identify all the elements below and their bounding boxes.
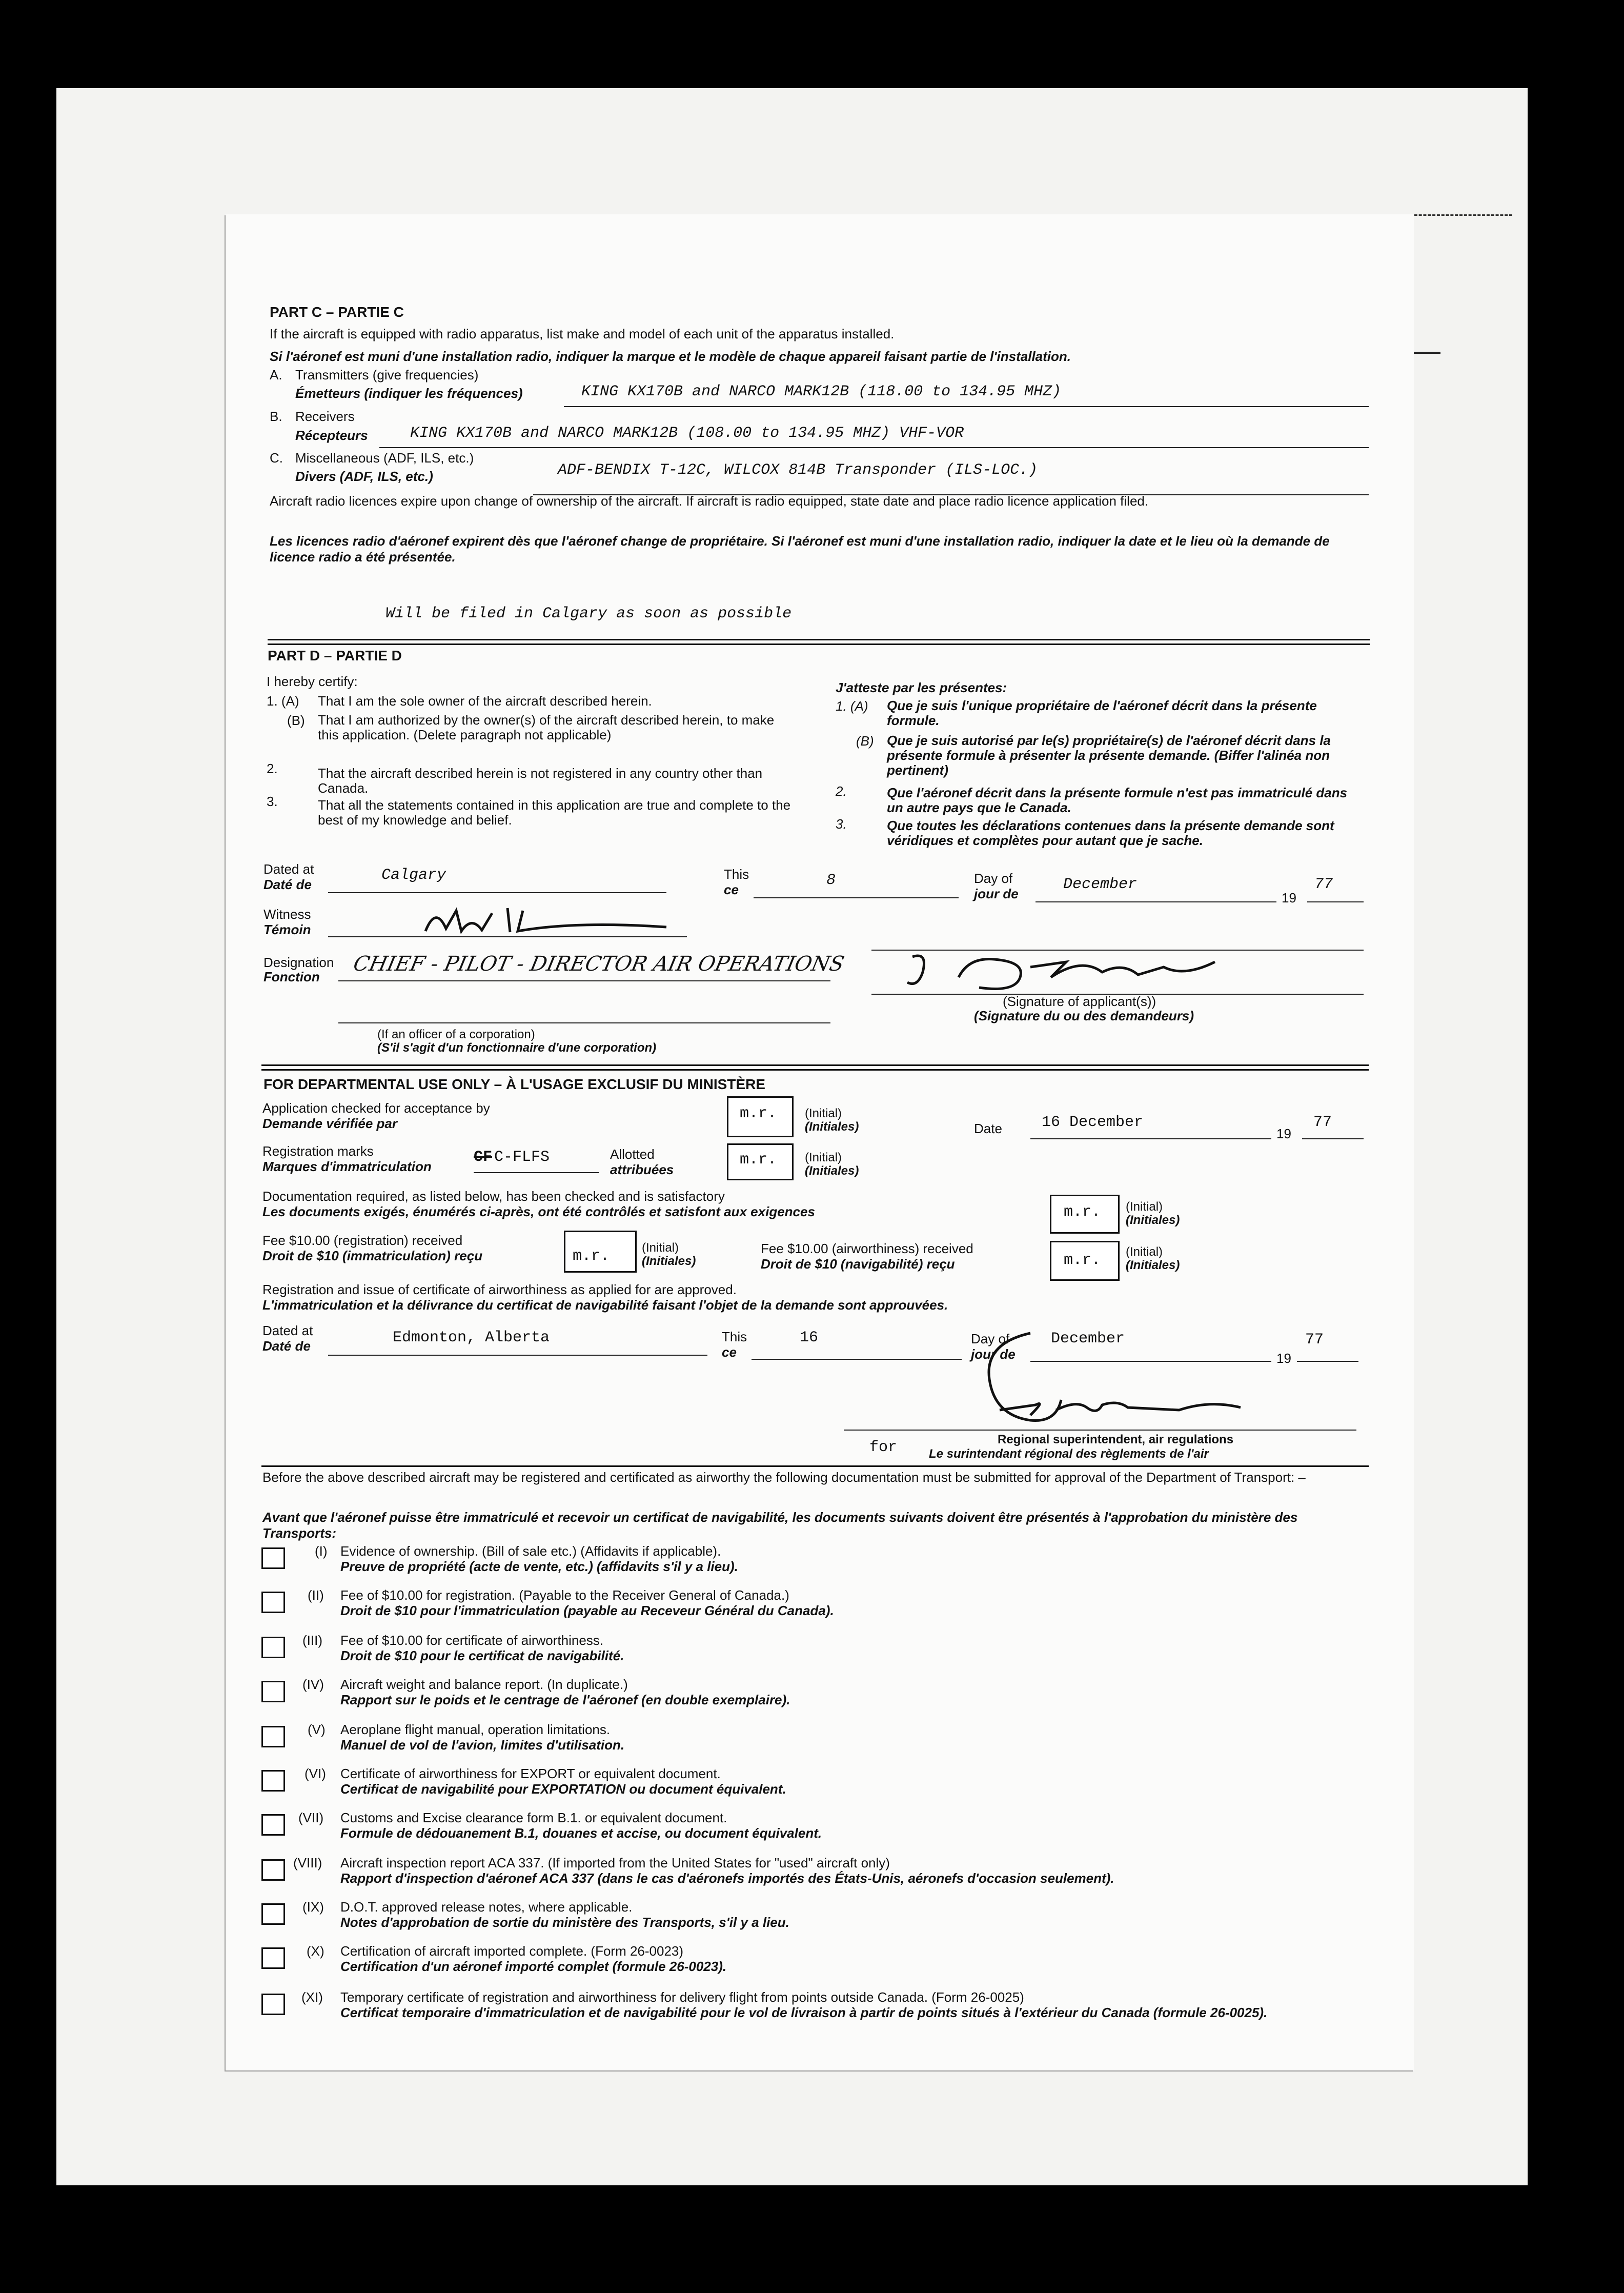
designation-label: Designation [263, 955, 334, 970]
officer-note: (If an officer of a corporation) [377, 1028, 535, 1041]
scan-dash-mark [1410, 214, 1512, 216]
dept-date-underline [1030, 1138, 1271, 1139]
marks-struck: CF [474, 1149, 493, 1166]
doc-checkbox[interactable] [261, 1726, 285, 1747]
doc-item-text: Fee of $10.00 for certificate of airworthiness. [340, 1633, 604, 1648]
dept-day-of-label: Day of [971, 1331, 1010, 1346]
marks-value: C-FLFS [494, 1149, 550, 1166]
docs-intro-fr: Avant que l'aéronef puisse être immatriculé et recevoir un certificat de navigabilité, les documents suivants doivent être présentés à l'approbation du ministère des Transports: [262, 1510, 1298, 1541]
cert-fr-num-2: 2. [836, 783, 847, 799]
part-c-divider [268, 639, 1370, 645]
dept-place-value: Edmonton, Alberta [393, 1329, 550, 1346]
doc-item-text: D.O.T. approved release notes, where applicable. [340, 1899, 633, 1915]
doc-checkbox[interactable] [261, 1994, 285, 2015]
dept-dated-at-label-fr: Daté de [262, 1338, 311, 1354]
receivers-value: KING KX170B and NARCO MARK12B (108.00 to 134.95 MHZ) VHF-VOR [410, 425, 964, 442]
dated-at-label-fr: Daté de [263, 877, 312, 892]
part-c-c-letter: C. [270, 450, 283, 466]
doc-item-number: (III) [302, 1633, 322, 1648]
dept-year2-prefix: 19 [1276, 1351, 1291, 1366]
signature-caption-fr: (Signature du ou des demandeurs) [974, 1008, 1194, 1023]
cert-en-text-1b: That I am authorized by the owner(s) of the aircraft described herein, to make this application. (Delete paragraph not applicable) [318, 712, 775, 742]
docs-checked-label: Documentation required, as listed below, has been checked and is satisfactory [262, 1189, 725, 1204]
transmitters-label-fr: Émetteurs (indiquer les fréquences) [295, 386, 523, 401]
this-label: This [724, 867, 749, 882]
doc-item-number: (II) [308, 1587, 324, 1603]
doc-item-text-fr: Formule de dédouanement B.1, douanes et accise, ou document équivalent. [340, 1825, 822, 1841]
officer-underline [338, 1022, 830, 1023]
cert-fr-text-2: Que l'aéronef décrit dans la présente formule n'est pas immatriculé dans un autre pays que le Canada. [887, 785, 1348, 815]
dept-month-value: December [1051, 1330, 1125, 1347]
allotted-initials: m.r. [740, 1151, 777, 1169]
cert-en-text-2: That the aircraft described herein is not registered in any country other than Canada. [318, 766, 763, 796]
doc-item-number: (I) [315, 1543, 328, 1559]
doc-checkbox[interactable] [261, 1547, 285, 1569]
for-label: for [869, 1439, 898, 1456]
cert-en-num-1b: (B) [287, 713, 305, 728]
doc-item-text: Aircraft weight and balance report. (In duplicate.) [340, 1677, 628, 1692]
doc-item-text-fr: Notes d'approbation de sortie du ministère des Transports, s'il y a lieu. [340, 1915, 789, 1930]
cert-en-text-1a: That I am the sole owner of the aircraft described herein. [318, 693, 652, 709]
transmitters-underline [564, 406, 1369, 407]
doc-item-text-fr: Manuel de vol de l'avion, limites d'utilisation. [340, 1737, 625, 1753]
doc-item-number: (IX) [302, 1899, 324, 1915]
superintendent-underline [844, 1430, 1356, 1431]
doc-item-text: Aeroplane flight manual, operation limitations. [340, 1722, 611, 1737]
witness-signature [420, 900, 687, 941]
dept-dated-at-label: Dated at [262, 1323, 313, 1338]
dept-day-value: 16 [800, 1329, 819, 1346]
fee-air-initial-label: (Initial) [1126, 1245, 1163, 1259]
dept-day-of-label-fr: jour de [971, 1346, 1016, 1362]
doc-item-text-fr: Certificat de navigabilité pour EXPORTATION ou document équivalent. [340, 1781, 786, 1797]
witness-label: Witness [263, 907, 311, 922]
fee-air-initial-label-fr: (Initiales) [1126, 1258, 1180, 1272]
doc-item-text-fr: Rapport sur le poids et le centrage de l'aéronef (en double exemplaire). [340, 1692, 790, 1707]
dated-place-underline [328, 892, 666, 893]
fee-air-initials: m.r. [1064, 1252, 1101, 1269]
allotted-initial-label: (Initial) [805, 1151, 842, 1164]
dept-this-label: This [722, 1329, 747, 1344]
part-c-intro-en: If the aircraft is equipped with radio apparatus, list make and model of each unit of the apparatus installed. [270, 326, 895, 341]
dept-date-label: Date [974, 1121, 1002, 1136]
cert-fr-text-1a: Que je suis l'unique propriétaire de l'aéronef décrit dans la présente formule. [887, 698, 1317, 728]
dept-date-value: 16 December [1042, 1114, 1144, 1131]
doc-item-text-fr: Droit de $10 pour l'immatriculation (payable au Receveur Général du Canada). [340, 1603, 834, 1618]
dept-year2-underline [1297, 1361, 1358, 1362]
cert-fr-num-3: 3. [836, 816, 847, 832]
year-value: 77 [1314, 876, 1333, 893]
superintendent-title: Regional superintendent, air regulations [998, 1433, 1234, 1446]
fee-reg-label-fr: Droit de $10 (immatriculation) reçu [262, 1248, 483, 1263]
dated-place-value: Calgary [381, 867, 446, 884]
receivers-label: Receivers [295, 409, 355, 424]
approval-text-fr: L'immatriculation et la délivrance du certificat de navigabilité faisant l'objet de la demande sont approuvées. [262, 1297, 948, 1313]
dept-year-prefix: 19 [1276, 1126, 1291, 1141]
day-underline [754, 897, 959, 898]
doc-item-text-fr: Certification d'un aéronef importé complet (formule 26-0023). [340, 1959, 727, 1974]
docs-initial-label: (Initial) [1126, 1200, 1163, 1214]
doc-item-text: Evidence of ownership. (Bill of sale etc.) (Affidavits if applicable). [340, 1543, 721, 1559]
cert-en-text-3: That all the statements contained in this application are true and complete to the best of my knowledge and belief. [318, 797, 791, 828]
docs-initials: m.r. [1064, 1203, 1101, 1221]
misc-label-fr: Divers (ADF, ILS, etc.) [295, 469, 433, 484]
doc-item-text-fr: Certificat temporaire d'immatriculation et de navigabilité pour le vol de livraison à partir de points situés à l'extérieur du Canada (formule 26-0025). [340, 2005, 1268, 2020]
fee-reg-initials-box [564, 1231, 637, 1273]
cert-fr-num-1a: 1. (A) [836, 698, 868, 714]
transmitters-value: KING KX170B and NARCO MARK12B (118.00 to 134.95 MHZ) [581, 383, 1062, 400]
month-value: December [1063, 876, 1138, 893]
doc-item-text: Aircraft inspection report ACA 337. (If imported from the United States for "used" aircraft only) [340, 1855, 890, 1870]
doc-item-text: Temporary certificate of registration and airworthiness for delivery flight from points outside Canada. (Form 26-0025) [340, 1989, 1024, 2005]
doc-checkbox[interactable] [261, 1592, 285, 1613]
doc-item-text: Certificate of airworthiness for EXPORT or equivalent document. [340, 1766, 721, 1781]
doc-checkbox[interactable] [261, 1903, 285, 1925]
month-underline [1036, 901, 1276, 902]
allotted-label-fr: attribuées [610, 1162, 674, 1177]
checked-initials-box [727, 1096, 794, 1137]
witness-underline [328, 936, 687, 937]
dept-year-value: 77 [1313, 1114, 1332, 1131]
part-c-heading: PART C – PARTIE C [270, 304, 404, 320]
superintendent-signature [974, 1323, 1261, 1436]
dept-day-underline [752, 1359, 962, 1360]
checked-initial-label: (Initial) [805, 1107, 842, 1120]
licence-note-fr: Les licences radio d'aéronef expirent dès que l'aéronef change de propriétaire. Si l'aéronef est muni d'une installation radio, indiquer la date et le lieu où la demande de licence radio a été présentée. [270, 533, 1330, 565]
docs-checked-label-fr: Les documents exigés, énumérés ci-après, ont été contrôlés et satisfont aux exigences [262, 1204, 815, 1219]
docs-initials-box [1050, 1195, 1120, 1234]
doc-checkbox[interactable] [261, 1681, 285, 1702]
doc-item-text-fr: Droit de $10 pour le certificat de navigabilité. [340, 1648, 624, 1663]
doc-checkbox[interactable] [261, 1859, 285, 1881]
year-prefix: 19 [1282, 890, 1296, 906]
designation-label-fr: Fonction [263, 969, 320, 984]
checked-initials: m.r. [740, 1105, 777, 1122]
allotted-initials-box [727, 1143, 794, 1180]
day-value: 8 [826, 872, 836, 889]
cert-en-num-2: 2. [267, 761, 278, 776]
fee-air-label-fr: Droit de $10 (navigabilité) reçu [761, 1256, 955, 1272]
doc-checkbox[interactable] [261, 1947, 285, 1969]
dept-place-underline [328, 1355, 707, 1356]
part-c-intro-fr: Si l'aéronef est muni d'une installation radio, indiquer la marque et le modèle de chaque appareil faisant partie de l'installation. [270, 349, 1071, 364]
designation-value: CHIEF - PILOT - DIRECTOR AIR OPERATIONS [351, 952, 846, 976]
fee-air-initials-box [1050, 1241, 1120, 1281]
dept-divider [261, 1465, 1369, 1467]
fee-reg-initials: m.r. [573, 1248, 610, 1265]
receivers-underline [379, 447, 1369, 448]
allotted-initial-label-fr: (Initiales) [805, 1164, 859, 1178]
doc-item-number: (XI) [301, 1989, 323, 2005]
approval-text: Registration and issue of certificate of airworthiness as applied for are approved. [262, 1282, 737, 1297]
dept-heading: FOR DEPARTMENTAL USE ONLY – À L'USAGE EXCLUSIF DU MINISTÈRE [263, 1076, 765, 1092]
receivers-label-fr: Récepteurs [295, 428, 368, 443]
doc-item-number: (X) [307, 1943, 324, 1959]
dept-year2-value: 77 [1305, 1331, 1324, 1349]
certify-fr: J'atteste par les présentes: [836, 680, 1007, 695]
cert-en-num-3: 3. [267, 794, 278, 809]
doc-checkbox[interactable] [261, 1814, 285, 1836]
doc-item-text-fr: Rapport d'inspection d'aéronef ACA 337 (dans le cas d'aéronefs importés des États-Unis, aéronefs d'occasion seulement). [340, 1870, 1114, 1886]
doc-item-number: (V) [308, 1722, 326, 1737]
allotted-label: Allotted [610, 1146, 655, 1162]
day-of-label-fr: jour de [974, 886, 1019, 901]
cert-fr-text-3: Que toutes les déclarations contenues dans la présente demande sont véridiques et complètes pour autant que je sache. [887, 818, 1334, 848]
doc-item-text-fr: Preuve de propriété (acte de vente, etc.) (affidavits s'il y a lieu). [340, 1559, 738, 1574]
doc-checkbox[interactable] [261, 1770, 285, 1792]
part-c-b-letter: B. [270, 409, 282, 424]
cert-fr-text-1b: Que je suis autorisé par le(s) propriétaire(s) de l'aéronef décrit dans la présente formule à présenter la présente demande. (Biffer l'alinéa non pertinent) [887, 733, 1331, 778]
licence-value: Will be filed in Calgary as soon as possible [385, 605, 792, 622]
this-label-fr: ce [724, 882, 739, 897]
transmitters-label: Transmitters (give frequencies) [295, 367, 479, 383]
dated-at-label: Dated at [263, 861, 314, 877]
officer-note-fr: (S'il s'agit d'un fonctionnaire d'une corporation) [377, 1041, 657, 1055]
marks-label: Registration marks [262, 1143, 374, 1159]
day-of-label: Day of [974, 871, 1013, 886]
fee-reg-label: Fee $10.00 (registration) received [262, 1233, 463, 1248]
doc-item-number: (VI) [304, 1766, 326, 1781]
fee-air-label: Fee $10.00 (airworthiness) received [761, 1241, 973, 1256]
misc-label: Miscellaneous (ADF, ILS, etc.) [295, 450, 474, 466]
part-d-divider [261, 1064, 1369, 1071]
superintendent-title-fr: Le surintendant régional des règlements de l'air [929, 1447, 1209, 1461]
part-c-a-letter: A. [270, 367, 282, 383]
misc-value: ADF-BENDIX T-12C, WILCOX 814B Transponder (ILS-LOC.) [558, 461, 1038, 479]
marks-label-fr: Marques d'immatriculation [262, 1159, 432, 1174]
dept-this-label-fr: ce [722, 1344, 737, 1360]
cert-en-num-1a: 1. (A) [267, 693, 299, 709]
year-underline [1307, 901, 1364, 902]
certify-en: I hereby certify: [267, 674, 358, 689]
doc-item-text: Certification of aircraft imported complete. (Form 26-0023) [340, 1943, 684, 1959]
designation-underline [338, 980, 830, 981]
cert-fr-num-1b: (B) [856, 733, 874, 749]
doc-item-number: (IV) [302, 1677, 324, 1692]
doc-item-text: Fee of $10.00 for registration. (Payable to the Receiver General of Canada.) [340, 1587, 789, 1603]
dept-year-underline [1302, 1138, 1364, 1139]
checked-label: Application checked for acceptance by [262, 1100, 490, 1116]
marks-underline [474, 1172, 599, 1173]
checked-label-fr: Demande vérifiée par [262, 1116, 398, 1131]
doc-checkbox[interactable] [261, 1637, 285, 1658]
signature-caption: (Signature of applicant(s)) [1003, 994, 1156, 1009]
docs-intro-en: Before the above described aircraft may be registered and certificated as airworthy the following documentation must be submitted for approval of the Department of Transport: – [262, 1470, 1306, 1485]
doc-item-text: Customs and Excise clearance form B.1. or equivalent document. [340, 1810, 727, 1825]
witness-label-fr: Témoin [263, 922, 311, 937]
licence-note-en: Aircraft radio licences expire upon change of ownership of the aircraft. If aircraft is radio equipped, state date and place radio licence application filed. [270, 493, 1149, 509]
doc-item-number: (VII) [298, 1810, 324, 1825]
fee-reg-initial-label-fr: (Initiales) [642, 1254, 696, 1268]
fee-reg-initial-label: (Initial) [642, 1241, 679, 1255]
doc-item-number: (VIII) [293, 1855, 322, 1870]
checked-initial-label-fr: (Initiales) [805, 1120, 859, 1134]
part-d-heading: PART D – PARTIE D [268, 648, 402, 663]
docs-initial-label-fr: (Initiales) [1126, 1213, 1180, 1227]
